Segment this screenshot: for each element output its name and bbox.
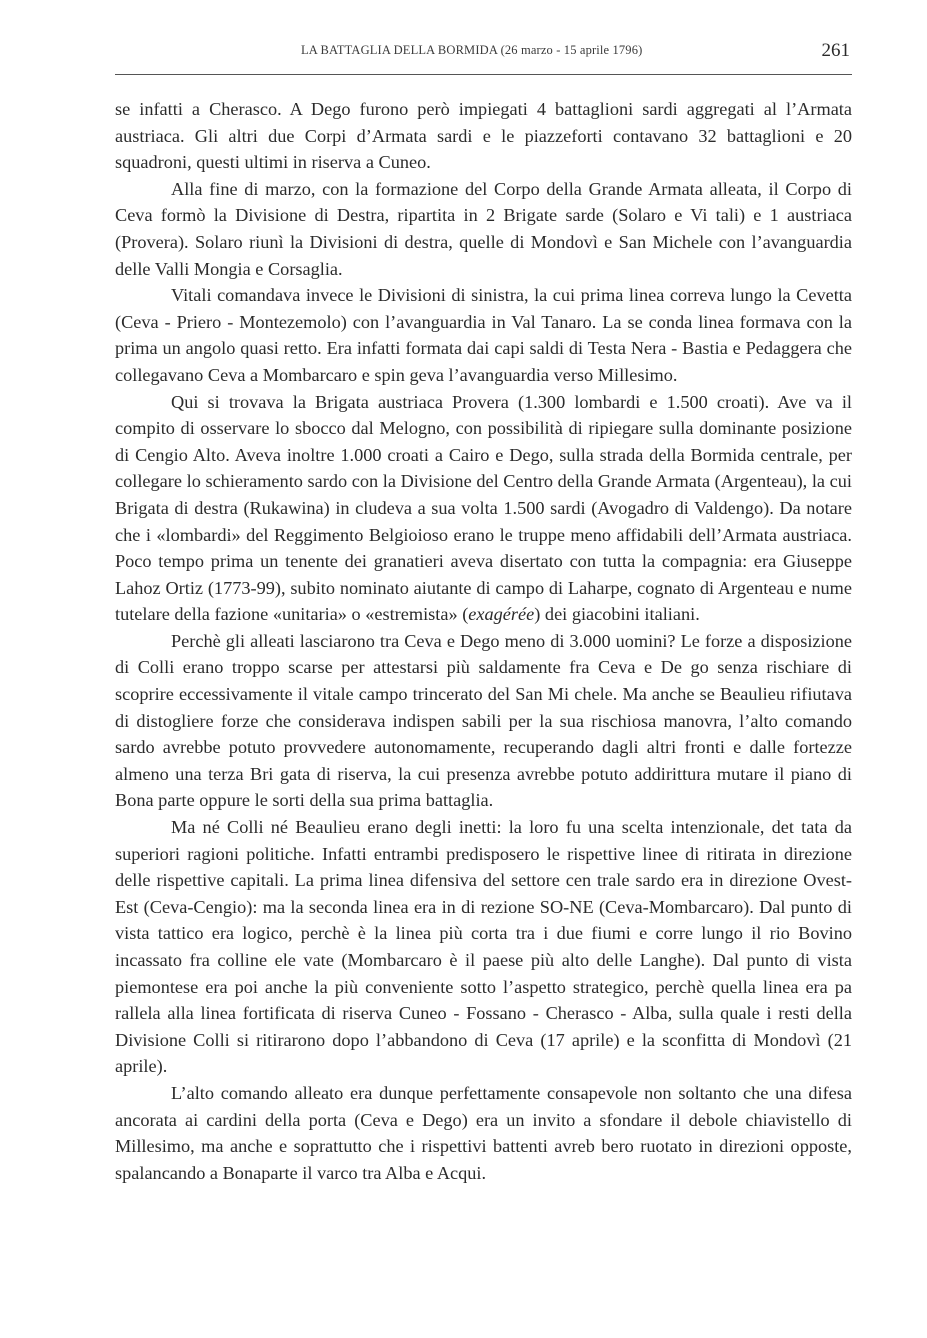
paragraph-4 (115, 389, 852, 628)
text-line: una difesa ancorata ai cardini della porta (Ceva e Dego) era un invito a sfondare il (115, 1082, 852, 1130)
text-line: Corpo di Ceva formò la Divisione di Destra, ripartita in 2 Brigate sarde (Solaro e Vi (115, 178, 852, 226)
text-line: sconfitta di Mondovì (21 aprile). (115, 1029, 852, 1077)
text-line: i resti della Divisione Colli si ritirarono dopo l’abbandono di Ceva (17 aprile) e la (115, 1003, 852, 1050)
paragraph-1 (115, 96, 852, 176)
text-line: geva l’avanguardia verso Millesimo. (409, 364, 678, 385)
text-line: dominante posizione di Cengio Alto. Aveva inoltre 1.000 croati a Cairo e Dego, sulla (115, 418, 852, 465)
text-line: Alla fine di marzo, con la formazione del Corpo della Grande Armata alleata, il (171, 178, 786, 199)
text-line: Qui si trovava la Brigata austriaca Provera (1.300 lombardi e 1.500 croati). Ave (171, 391, 807, 412)
text-line: ritirata in direzione delle rispettive capitali. La prima linea difensiva del settore cen (115, 843, 852, 891)
text-line: chele. Ma anche se Beaulieu rifiutava di distogliere forze che considerava indispen (115, 684, 853, 731)
text-line: era poi anche la più conveniente sotto l’aspetto strategico, perchè quella linea era pa (205, 976, 853, 997)
paragraph-5 (115, 628, 852, 814)
text-line: rezione SO-NE (Ceva-Mombarcaro). Dal punto di vista tattico era logico, perchè è (115, 896, 852, 944)
text-line: L’alto comando alleato era dunque perfettamente consapevole non soltanto che (171, 1082, 776, 1103)
text-line: gata di riserva, la cui presenza avrebbe potuto addirittura mutare il piano di Bona (115, 763, 852, 811)
italic-term: exagérée (468, 604, 535, 625)
paragraph-7 (115, 1080, 852, 1186)
page-number: 261 (821, 40, 850, 61)
text-line: battaglioni e 20 squadroni, questi ultimi in riserva a Cuneo. (115, 125, 852, 173)
text-line: conda linea formava con la prima un angolo quasi retto. Era infatti formata dai capi (115, 311, 852, 359)
text-line: la linea più corta tra i due fiumi e corre lungo il rio Bovino incassato fra colline ele (115, 923, 852, 970)
text-line: strada della Bormida centrale, per collegare lo schieramento sardo con la Divisione (115, 444, 852, 492)
text-line: bero ruotato in direzioni opposte, spalancando a Bonaparte il varco tra Alba e Acqui. (115, 1136, 852, 1183)
text-line: Poco tempo prima un tenente dei granatieri aveva disertato con tutta la compagnia: (115, 551, 754, 572)
paragraph-3 (115, 282, 852, 388)
text-line: del Reggimento Belgioioso erano le truppe meno affidabili dell’Armata austriaca. (246, 524, 852, 545)
text-fragment: ( (462, 604, 469, 625)
text-line: sabili per la sua rischiosa manovra, l’alto comando sardo avrebbe potuto provvedere (115, 710, 852, 758)
text-line: disposizione di Colli erano troppo scarse per attestarsi più saldamente fra Ceva e De (115, 630, 852, 678)
text-line: San Michele con l’avanguardia delle Valli Mongia e Corsaglia. (115, 231, 852, 279)
text-line: l’Armata austriaca. Gli altri due Corpi d’Armata sardi e le piazzeforti contavano 32 (115, 99, 852, 146)
text-line: go senza rischiare di scoprire eccessivamente il vitale campo trincerato del San Mi (115, 657, 852, 705)
text-line: saldi di Testa Nera - Bastia e Pedaggera che collegavano Ceva a Mombarcaro e spin (115, 338, 852, 385)
text-line: Vitali comandava invece le Divisioni di sinistra, la cui prima linea correva lungo (171, 285, 778, 306)
text-line: vate (Mombarcaro è il paese più alto delle Langhe). Dal punto di vista piemontese (115, 950, 852, 997)
text-line: era Giuseppe Lahoz Ortiz (1773-99), subito nominato aiutante di campo di Laharpe, (115, 551, 852, 598)
text-line: tata da superiori ragioni politiche. Infatti entrambi predisposero le rispettive linee di (115, 817, 852, 864)
paragraph-6 (115, 814, 852, 1080)
text-line: parte oppure le sorti della sua prima battaglia. (158, 790, 494, 811)
running-title: LA BATTAGLIA DELLA BORMIDA (26 marzo - 15 aprile 1796) (301, 43, 643, 57)
text-line: Ma né Colli né Beaulieu erano degli inetti: la loro fu una scelta intenzionale, det (171, 817, 794, 838)
paragraph-2 (115, 176, 852, 282)
text-line: autonomamente, recuperando dagli altri fronti e dalle fortezze almeno una terza Bri (115, 737, 852, 784)
text-line: tali) e 1 austriaca (Provera). Solaro riunì la Divisioni di destra, quelle di Mondovì e (115, 205, 852, 252)
page-header (115, 36, 852, 75)
text-line: trale sardo era in direzione Ovest-Est (Ceva-Cengio): ma la seconda linea era in di (115, 870, 852, 917)
text-line: va il compito di osservare lo sbocco dal Melogno, con possibilità di ripiegare sulla (115, 391, 853, 439)
body-text (115, 96, 852, 1186)
text-line: cognato di Argenteau e nume tutelare della fazione «unitaria» o «estremista» (115, 577, 852, 625)
text-line: la Cevetta (Ceva - Priero - Montezemolo) con l’avanguardia in Val Tanaro. La se (115, 285, 853, 332)
text-line: Perchè gli alleati lasciarono tra Ceva e Dego meno di 3.000 uomini? Le forze a (171, 630, 761, 651)
text-line: se infatti a Cherasco. A Dego furono però impiegati 4 battaglioni sardi aggregati al (115, 99, 777, 119)
text-fragment: ) dei giacobini italiani. (534, 604, 700, 625)
text-line: del Centro della Grande Armata (Argenteau), la cui Brigata di destra (Rukawina) in (115, 471, 853, 518)
text-line: debole chiavistello di Millesimo, ma anche e soprattutto che i rispettivi battenti avreb (115, 1109, 852, 1157)
text-line: rallela alla linea fortificata di riserva Cuneo - Fossano - Cherasco - Alba, sulla quale (115, 1003, 767, 1024)
text-line: cludeva a sua volta 1.500 sardi (Avogadro di Valdengo). Da notare che i «lombardi» (115, 497, 852, 545)
